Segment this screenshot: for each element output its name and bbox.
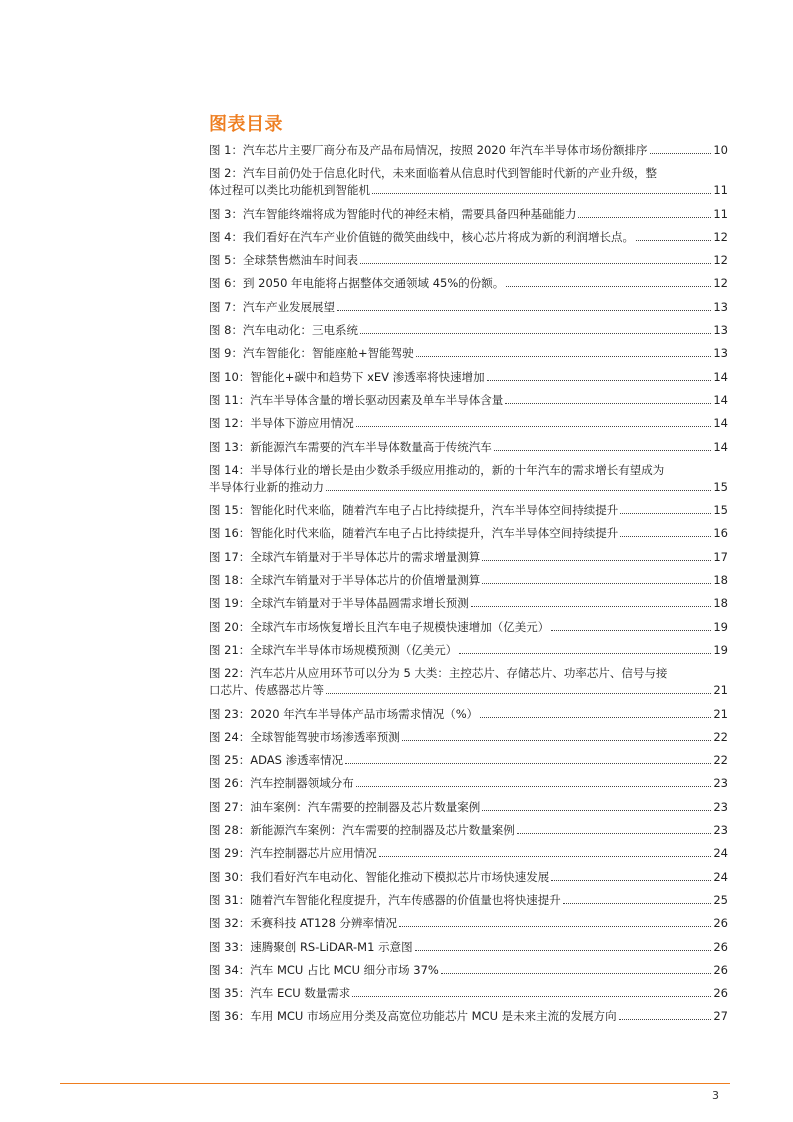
toc-entry-page: 25 xyxy=(713,892,728,907)
dot-leader xyxy=(563,902,712,904)
toc-entry[interactable] xyxy=(209,549,728,566)
dot-leader xyxy=(402,739,712,741)
dot-leader xyxy=(620,512,711,514)
toc-entry-text: 图 16：智能化时代来临，随着汽车电子占比持续提升，汽车半导体空间持续提升 xyxy=(209,526,619,541)
toc-entry[interactable] xyxy=(209,595,728,612)
dot-leader xyxy=(487,379,712,381)
toc-entry-text: 图 6：到 2050 年电能将占据整体交通领域 45%的份额。 xyxy=(209,276,505,291)
toc-entry-page: 23 xyxy=(713,776,728,791)
toc-entry[interactable] xyxy=(209,525,728,542)
toc-entry-text: 图 31：随着汽车智能化程度提升，汽车传感器的价值量也将快速提升 xyxy=(209,892,561,907)
toc-entry-text: 图 35：汽车 ECU 数量需求 xyxy=(209,986,351,1001)
toc-entry-text: 图 30：我们看好汽车电动化、智能化推动下模拟芯片市场快速发展 xyxy=(209,869,550,884)
toc-entry-page: 26 xyxy=(713,939,728,954)
toc-entry[interactable] xyxy=(209,322,728,339)
toc-entry[interactable] xyxy=(209,392,728,409)
toc-entry-text: 图 3：汽车智能终端将成为智能时代的神经末梢，需要具备四种基础能力 xyxy=(209,206,577,221)
toc-entry-text: 图 11：汽车半导体含量的增长驱动因素及单车半导体含量 xyxy=(209,392,504,407)
toc-entry-text-line1: 图 22：汽车芯片从应用环节可以分为 5 大类：主控芯片、存储芯片、功率芯片、信号与接 xyxy=(209,666,668,681)
toc-entry[interactable] xyxy=(209,439,728,456)
toc-entry-page: 14 xyxy=(713,439,728,454)
toc-entry[interactable] xyxy=(209,415,728,432)
toc-entry-text: 图 9：汽车智能化：智能座舱+智能驾驶 xyxy=(209,346,414,361)
dot-leader xyxy=(415,949,712,951)
dot-leader xyxy=(480,716,711,718)
toc-entry[interactable] xyxy=(209,822,728,839)
toc-entry[interactable] xyxy=(209,799,728,816)
toc-entry-text: 图 20：全球汽车市场恢复增长且汽车电子规模快速增加（亿美元） xyxy=(209,619,550,634)
toc-entry-page: 19 xyxy=(713,642,728,657)
toc-entry-text: 图 15：智能化时代来临，随着汽车电子占比持续提升，汽车半导体空间持续提升 xyxy=(209,503,619,518)
toc-entry[interactable] xyxy=(209,869,728,886)
toc-entry[interactable] xyxy=(209,775,728,792)
toc-entry-page: 11 xyxy=(713,206,728,221)
toc-entry-text: 图 26：汽车控制器领域分布 xyxy=(209,776,354,791)
toc-entry[interactable] xyxy=(209,345,728,362)
toc-entry-page: 12 xyxy=(713,253,728,268)
toc-entry-page: 22 xyxy=(713,753,728,768)
toc-entry[interactable] xyxy=(209,752,728,769)
toc-entry-page: 10 xyxy=(713,143,728,157)
toc-entry[interactable] xyxy=(209,729,728,746)
dot-leader xyxy=(356,785,712,787)
toc-entry-page: 26 xyxy=(713,962,728,977)
dot-leader xyxy=(506,285,711,287)
toc-entry-text: 图 5：全球禁售燃油车时间表 xyxy=(209,253,358,268)
toc-entry-page: 24 xyxy=(713,869,728,884)
toc-entry-text: 图 29：汽车控制器芯片应用情况 xyxy=(209,846,377,861)
toc-entry-page: 14 xyxy=(713,392,728,407)
toc-entry[interactable] xyxy=(209,275,728,292)
toc-entry-text: 图 17：全球汽车销量对于半导体芯片的需求增量测算 xyxy=(209,549,481,564)
toc-entry-page: 13 xyxy=(713,323,728,338)
dot-leader xyxy=(482,559,711,561)
toc-entry[interactable] xyxy=(209,939,728,956)
toc-entry-page: 12 xyxy=(713,276,728,291)
dot-leader xyxy=(352,995,711,997)
dot-leader xyxy=(372,192,711,194)
toc-entry-text: 口芯片、传感器芯片等 xyxy=(209,683,324,698)
dot-leader xyxy=(356,425,712,427)
toc-entry-text: 图 12：半导体下游应用情况 xyxy=(209,416,354,431)
dot-leader xyxy=(459,652,711,654)
dot-leader xyxy=(471,605,712,607)
toc-entry-text: 图 8：汽车电动化：三电系统 xyxy=(209,323,358,338)
dot-leader xyxy=(650,152,712,154)
toc-entry-page: 15 xyxy=(713,503,728,518)
toc-entry[interactable] xyxy=(209,915,728,932)
toc-entry-page: 19 xyxy=(713,619,728,634)
toc-entry-text: 图 32：禾赛科技 AT128 分辨率情况 xyxy=(209,916,398,931)
toc-entry-page: 21 xyxy=(713,683,728,698)
dot-leader xyxy=(636,239,711,241)
toc-entry-page: 18 xyxy=(713,596,728,611)
toc-entry-text: 图 24：全球智能驾驶市场渗透率预测 xyxy=(209,729,400,744)
toc-entry[interactable] xyxy=(209,252,728,269)
toc-entry-page: 21 xyxy=(713,706,728,721)
dot-leader xyxy=(360,332,711,334)
toc-entry[interactable] xyxy=(209,845,728,862)
dot-leader xyxy=(360,262,711,264)
toc-entry-page: 18 xyxy=(713,573,728,588)
toc-entry[interactable] xyxy=(209,572,728,589)
toc-entry[interactable] xyxy=(209,985,728,1002)
toc-entry-page: 22 xyxy=(713,729,728,744)
toc-entry-page: 17 xyxy=(713,549,728,564)
toc-entry-page: 14 xyxy=(713,369,728,384)
toc-entry-text: 半导体行业新的推动力 xyxy=(209,479,324,494)
dot-leader xyxy=(326,489,711,491)
toc-entry-text-line1: 图 2：汽车目前仍处于信息化时代，未来面临着从信息时代到智能时代新的产业升级，整 xyxy=(209,166,657,181)
toc-entry-text: 体过程可以类比功能机到智能机 xyxy=(209,183,370,198)
toc-entry[interactable] xyxy=(209,1008,728,1025)
dot-leader xyxy=(345,762,711,764)
toc-entry-page: 23 xyxy=(713,823,728,838)
dot-leader xyxy=(494,449,712,451)
toc-entry-page: 27 xyxy=(713,1009,728,1024)
toc-entry[interactable] xyxy=(209,142,728,159)
dot-leader xyxy=(620,535,711,537)
dot-leader xyxy=(505,402,711,404)
toc-entry[interactable] xyxy=(209,165,728,199)
dot-leader xyxy=(379,855,712,857)
toc-entry[interactable] xyxy=(209,369,728,386)
toc-entry-page: 16 xyxy=(713,526,728,541)
toc-entry-page: 11 xyxy=(713,183,728,198)
toc-entry-text: 图 25：ADAS 渗透率情况 xyxy=(209,753,344,768)
toc-entry-page: 12 xyxy=(713,229,728,244)
dot-leader xyxy=(482,582,711,584)
toc-entry-text: 图 21：全球汽车半导体市场规模预测（亿美元） xyxy=(209,642,458,657)
toc-entry[interactable] xyxy=(209,502,728,519)
toc-entry[interactable] xyxy=(209,706,728,723)
toc-entry-page: 13 xyxy=(713,299,728,314)
dot-leader xyxy=(482,809,711,811)
toc-entry-text: 图 1：汽车芯片主要厂商分布及产品布局情况，按照 2020 年汽车半导体市场份额排序 xyxy=(209,143,648,157)
toc-entry-page: 15 xyxy=(713,479,728,494)
toc-entry-text: 图 28：新能源汽车案例：汽车需要的控制器及芯片数量案例 xyxy=(209,823,515,838)
toc-entry-text: 图 27：油车案例：汽车需要的控制器及芯片数量案例 xyxy=(209,799,481,814)
dot-leader xyxy=(337,309,711,311)
toc-entry-text: 图 18：全球汽车销量对于半导体芯片的价值增量测算 xyxy=(209,573,481,588)
toc-entry-text: 图 23：2020 年汽车半导体产品市场需求情况（%） xyxy=(209,706,479,721)
page-number: 3 xyxy=(712,1089,719,1102)
toc-entry-page: 26 xyxy=(713,916,728,931)
toc-entry-text: 图 36：车用 MCU 市场应用分类及高宽位功能芯片 MCU 是未来主流的发展方向 xyxy=(209,1009,617,1024)
toc-entry[interactable] xyxy=(209,642,728,659)
dot-leader xyxy=(551,879,711,881)
dot-leader xyxy=(416,355,712,357)
toc-entry-page: 23 xyxy=(713,799,728,814)
toc-entry[interactable] xyxy=(209,892,728,909)
toc-entry[interactable] xyxy=(209,619,728,636)
toc-entry[interactable] xyxy=(209,665,728,699)
toc-entry[interactable] xyxy=(209,229,728,246)
dot-leader xyxy=(441,972,711,974)
toc-entry-text: 图 4：我们看好在汽车产业价值链的微笑曲线中，核心芯片将成为新的利润增长点。 xyxy=(209,229,634,244)
toc-entry-page: 26 xyxy=(713,986,728,1001)
dot-leader xyxy=(551,629,711,631)
toc-entry-text: 图 34：汽车 MCU 占比 MCU 细分市场 37% xyxy=(209,962,439,977)
toc-entry-page: 24 xyxy=(713,846,728,861)
figure-list xyxy=(209,142,728,1032)
toc-entry-text: 图 10：智能化+碳中和趋势下 xEV 渗透率将快速增加 xyxy=(209,369,485,384)
toc-entry-text-line1: 图 14：半导体行业的增长是由少数杀手级应用推动的，新的十年汽车的需求增长有望成为 xyxy=(209,462,665,477)
toc-title: 图表目录 xyxy=(209,114,283,135)
toc-entry-page: 13 xyxy=(713,346,728,361)
footer-divider xyxy=(60,1083,730,1084)
dot-leader xyxy=(399,925,711,927)
toc-entry[interactable] xyxy=(209,206,728,223)
dot-leader xyxy=(517,832,712,834)
dot-leader xyxy=(578,216,711,218)
toc-entry-text: 图 7：汽车产业发展展望 xyxy=(209,299,335,314)
toc-entry-page: 14 xyxy=(713,416,728,431)
toc-entry[interactable] xyxy=(209,962,728,979)
dot-leader xyxy=(619,1018,712,1020)
toc-entry[interactable] xyxy=(209,299,728,316)
dot-leader xyxy=(326,692,711,694)
toc-entry-text: 图 19：全球汽车销量对于半导体晶圆需求增长预测 xyxy=(209,596,469,611)
toc-entry-text: 图 33：速腾聚创 RS-LiDAR-M1 示意图 xyxy=(209,939,413,954)
toc-entry[interactable] xyxy=(209,462,728,496)
toc-entry-text: 图 13：新能源汽车需要的汽车半导体数量高于传统汽车 xyxy=(209,439,492,454)
